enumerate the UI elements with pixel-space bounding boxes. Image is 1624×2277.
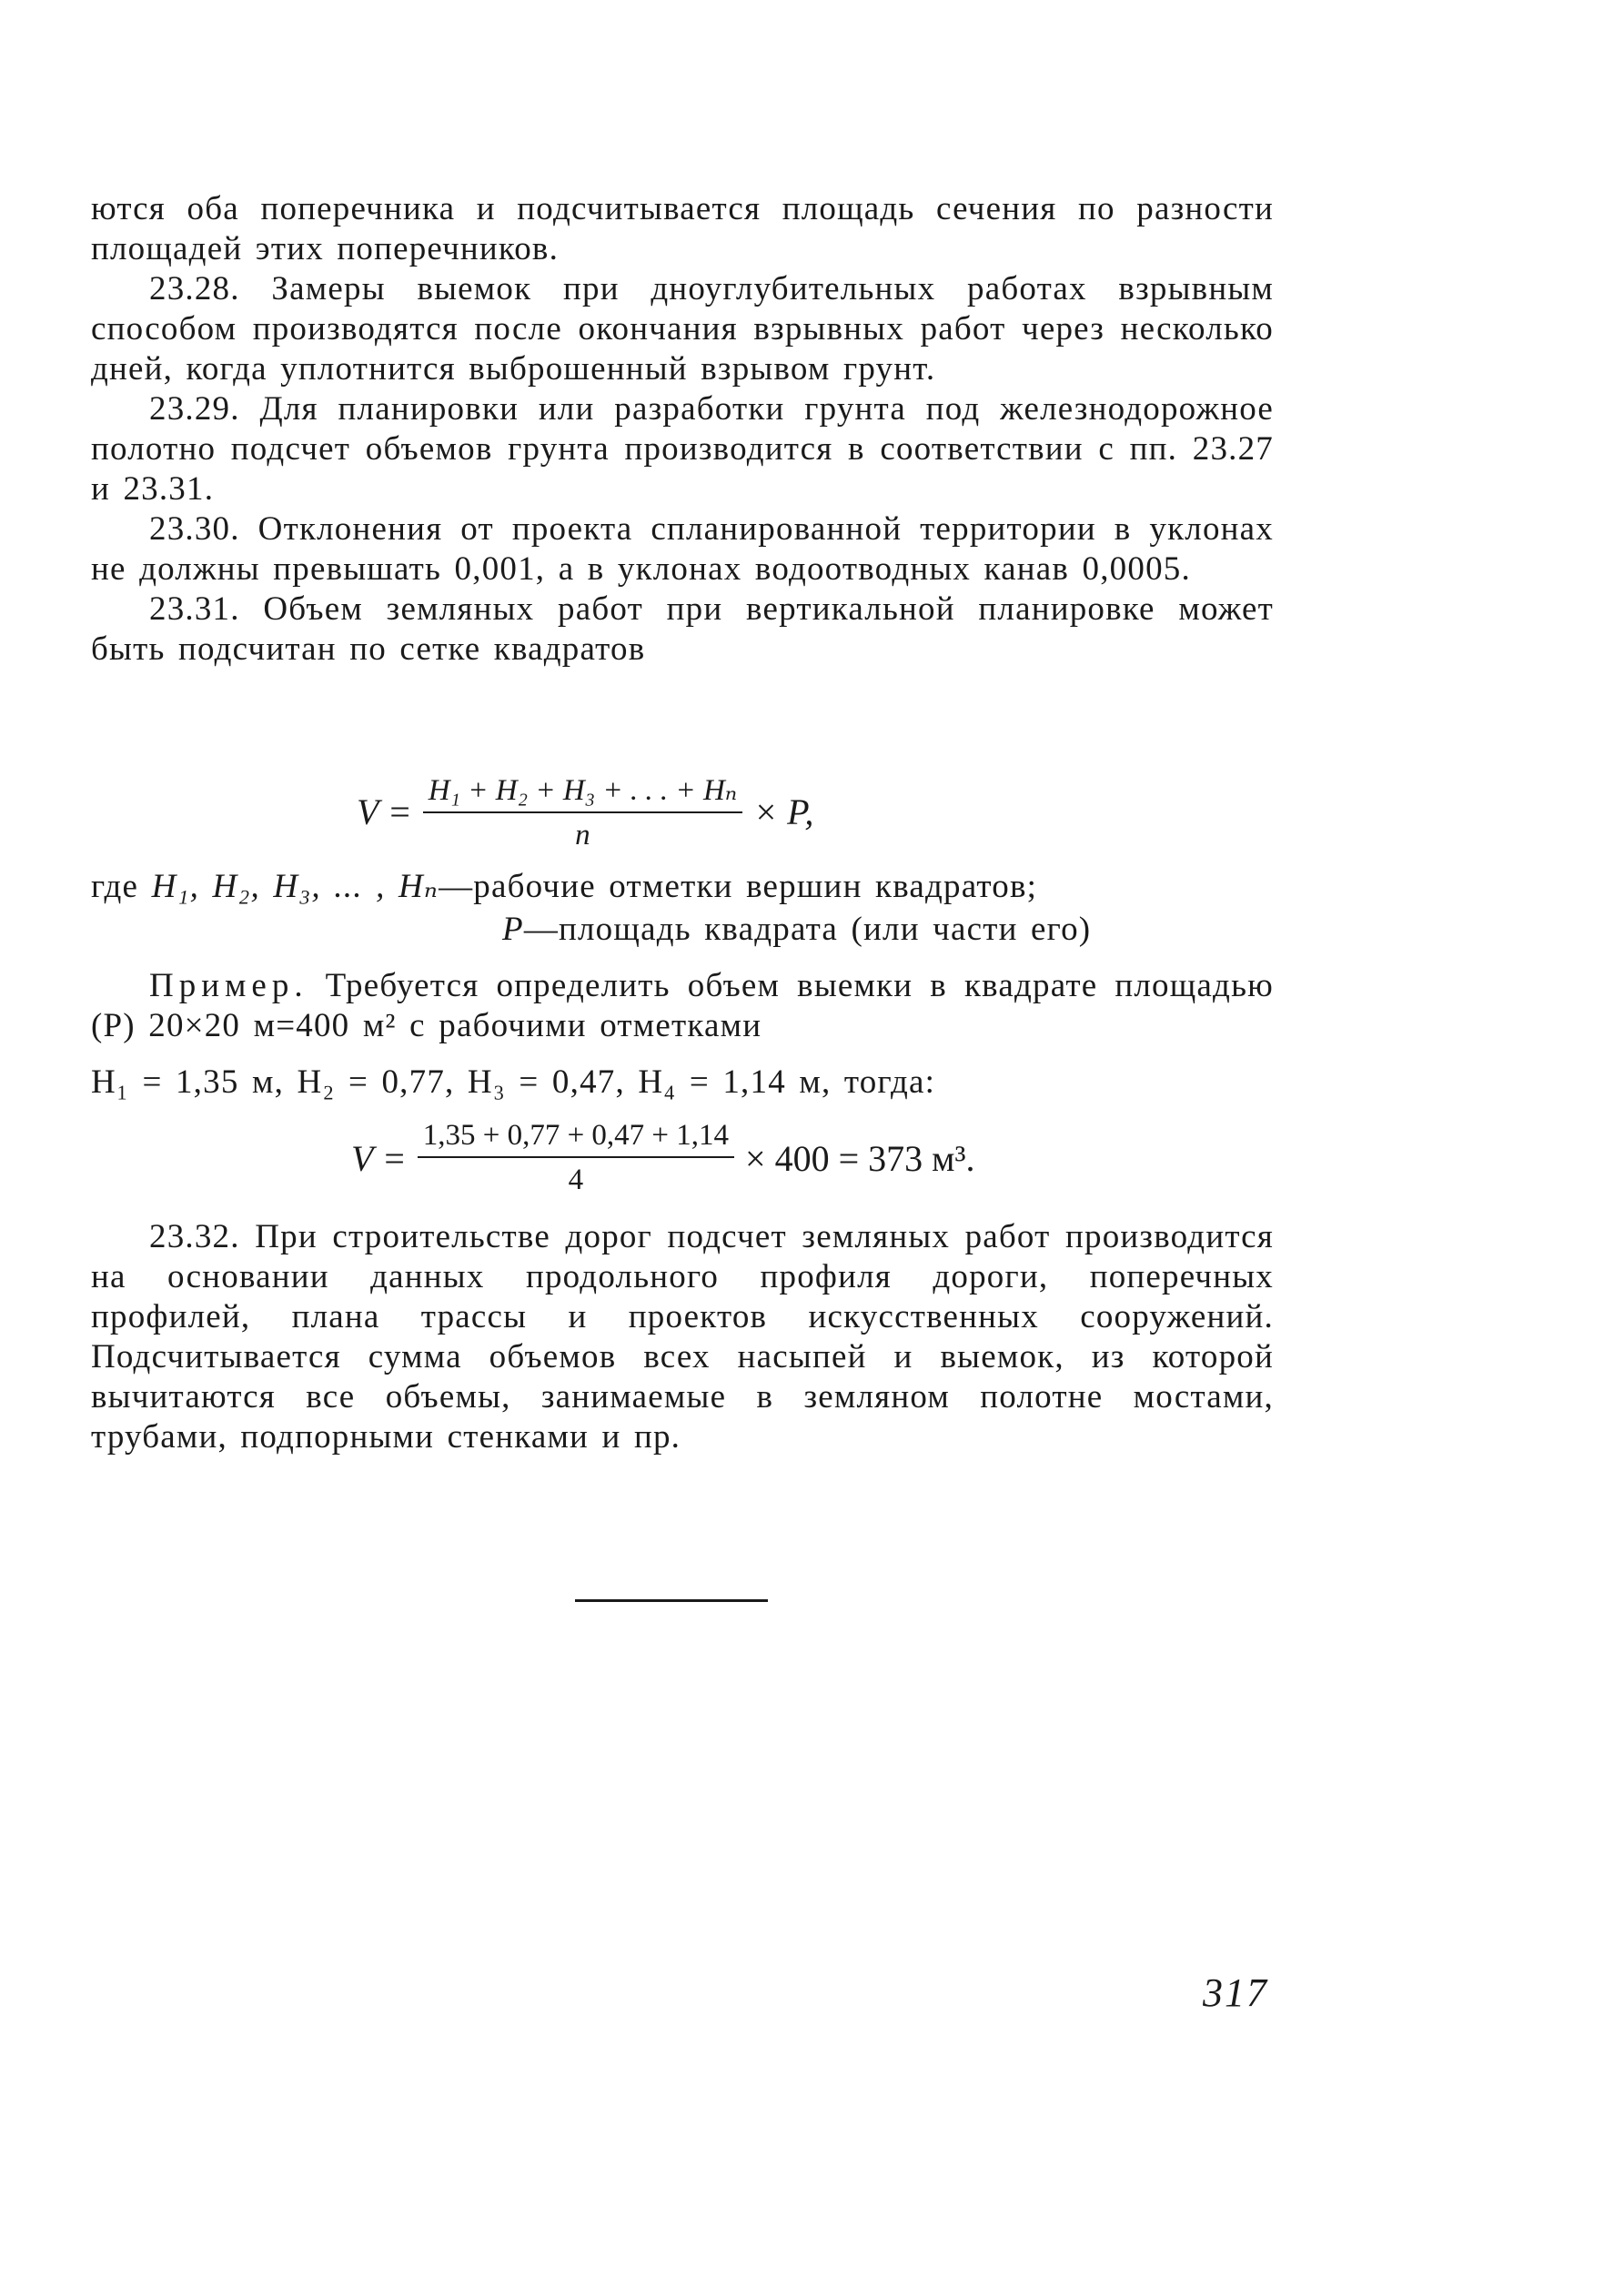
where-description-2: —площадь квадрата (или части его) — [523, 911, 1092, 948]
formula-rhs: × P, — [753, 791, 814, 832]
where-description-1: —рабочие отметки вершин квадратов; — [439, 868, 1038, 905]
example-values-line: H₁ = 1,35 м, H₂ = 0,77, H₃ = 0,47, H₄ = 1,14 м, тогда: — [91, 1063, 936, 1101]
paragraph-23-29: 23.29. Для планировки или разработки грунта под железнодорожное полотно подсчет объемов грунта производится в соответствии с пп. 23.27 и 23.31. — [91, 390, 1274, 508]
formula-numerator: H₁ + H₂ + H₃ + . . . + Hₙ — [423, 771, 742, 813]
paragraph-continuation: ются оба поперечника и подсчитывается площадь сечения по разности площадей этих поперечников. — [91, 190, 1274, 267]
paragraph-23-28: 23.28. Замеры выемок при дноуглубительных работах взрывным способом производятся после окончания взрывных работ через несколько дней, когда уплотнится выброшенный взрывом грунт. — [91, 270, 1274, 388]
formula-denominator: n — [575, 819, 590, 851]
where-line-2 — [502, 910, 1091, 949]
example-formula — [351, 1119, 974, 1197]
paragraph-23-32: 23.32. При строительстве дорог подсчет земляных работ производится на основании данных продольного профиля дороги, поперечных профилей, плана трассы и проектов искусственных сооружений. Подсчитывается сумма объемов всех насыпей и выемок, из которой вычитаются все объемы, занимаемые в земляном полотне мостами, трубами, подпорными стенками и пр. — [91, 1218, 1274, 1456]
page-number: 317 — [1203, 1970, 1268, 2015]
where-line-1 — [91, 866, 1037, 906]
volume-formula — [357, 771, 813, 852]
example-block — [91, 966, 1274, 1046]
top-text-block — [91, 189, 1274, 670]
formula-fraction — [423, 771, 742, 852]
example-formula-denominator: 4 — [568, 1164, 584, 1196]
section-divider — [575, 1599, 768, 1602]
where-variable-p: P — [502, 911, 524, 948]
example-formula-rhs: × 400 = 373 м³. — [745, 1137, 975, 1179]
paragraph-23-30: 23.30. Отклонения от проекта спланированной территории в уклонах не должны превышать 0,001, а в уклонах водоотводных канав 0,0005. — [91, 510, 1274, 588]
formula-lhs: V = — [357, 791, 412, 832]
bottom-text-block — [91, 1217, 1274, 1457]
example-formula-lhs: V = — [351, 1137, 407, 1179]
example-formula-fraction — [418, 1119, 734, 1197]
example-label: Пример. — [149, 967, 308, 1004]
example-paragraph — [91, 966, 1274, 1046]
example-text: Требуется определить объем выемки в квадрате площадью (P) 20×20 м=400 м² с рабочими отметками — [91, 967, 1274, 1044]
paragraph-23-31: 23.31. Объем земляных работ при вертикальной планировке может быть подсчитан по сетке квадратов — [91, 590, 1274, 668]
where-variables: H₁, H₂, H₃, ... , Hₙ — [151, 868, 439, 905]
where-prefix: где — [91, 868, 139, 905]
example-formula-numerator: 1,35 + 0,77 + 0,47 + 1,14 — [418, 1119, 734, 1158]
